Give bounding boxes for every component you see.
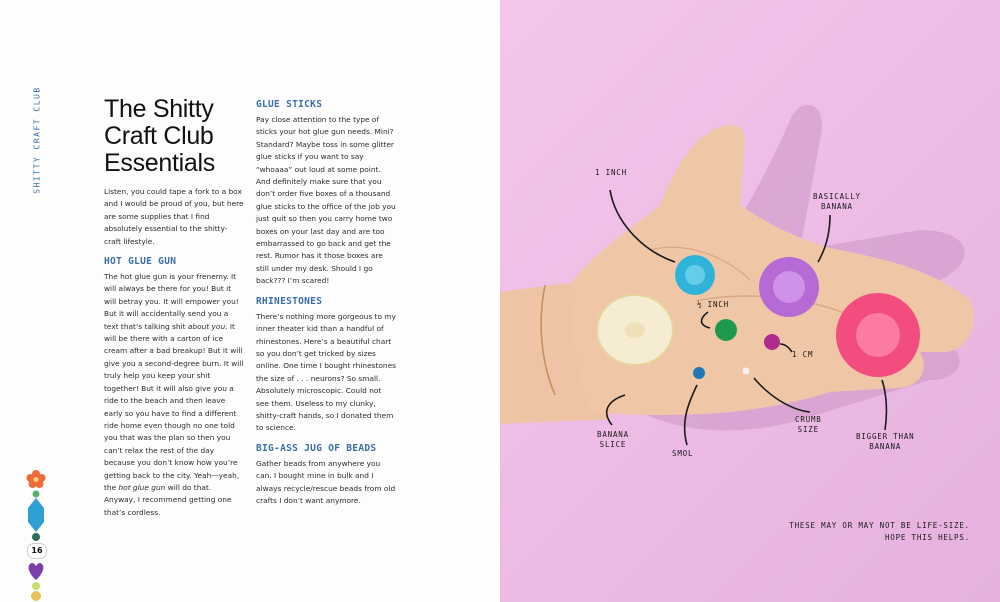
hand-photo-illustration <box>500 0 1000 602</box>
beads-body: Gather beads from anywhere you can. I bought mine in bulk and I always recycle/rescue beads from old crafts I don’t want anymore. <box>256 458 396 505</box>
column-right <box>256 99 396 515</box>
intro-paragraph: Listen, you could tape a fork to a box and I would be proud of you, but here are some supplies that I find absolutely essential to the shitty-craft lifestyle. <box>104 187 244 246</box>
magenta-gem-1-cm <box>764 334 780 350</box>
heading-hot-glue-gun: HOT GLUE GUN <box>104 256 177 268</box>
orange-flower-bead <box>27 470 46 488</box>
blue-hexagon-bead <box>28 498 44 532</box>
dark-green-bead <box>32 533 40 541</box>
blue-gem-facet <box>685 265 705 285</box>
column-left <box>104 186 244 527</box>
label-banana-slice: BANANA SLICE <box>597 430 629 449</box>
yellow-bead <box>31 591 41 601</box>
small-green-bead <box>33 491 40 498</box>
banana-slice-center <box>625 322 645 338</box>
photo-note: THESE MAY OR MAY NOT BE LIFE-SIZE. HOPE THIS HELPS. <box>789 521 970 542</box>
heading-rhinestones: RHINESTONES <box>256 295 323 307</box>
heading-beads: BIG-ASS JUG OF BEADS <box>256 442 377 454</box>
label-smol: SMOL <box>672 449 694 458</box>
label-bigger-than-banana: BIGGER THAN BANANA <box>856 432 915 451</box>
label-1-cm: 1 CM <box>792 350 814 359</box>
lime-bead <box>32 582 40 590</box>
glue-sticks-body: Pay close attention to the type of sticks your hot glue gun needs. Mini? Standard? Maybe toss in some glitter glue sticks if you want to say “whoaaa” out loud at some point. And definitely make sure that you don’t order five boxes of a thousand glue sticks to the office of the job you just quit so then you carry home two boxes on your last day and are too embarrassed to go back and get the rest. Rumor has it those boxes are still under my desk. Should I go back??? I’m scared! <box>256 115 396 286</box>
label-half-inch: ½ INCH <box>697 300 729 309</box>
label-basically-banana: BASICALLY BANANA <box>813 192 861 211</box>
label-1-inch: 1 INCH <box>595 168 627 177</box>
running-head: SHITTY CRAFT CLUB <box>32 86 42 194</box>
rhinestones-body: There’s nothing more gorgeous to my inner theater kid than a handful of rhinestones. Here’s a beautiful chart so you don’t get tricked by sizes online. One time I bought rhinestones the size of . . . neurons? So small. Absolutely microscopic. Could not see them. Useless to my clunky, shitty-craft hands, so I donated them to science. <box>256 311 396 433</box>
pink-gem-facet <box>856 313 900 357</box>
page-number: 16 <box>27 543 47 559</box>
hot-glue-gun-body: The hot glue gun is your frenemy. It will always be there for you! But it will betray you. It will empower you! But it will accidentally send you a text that’s talking shit about you. It will be there with a carton of ice cream after a bad breakup! But it will give you a second-degree burn. It will truly help you keep your shit together! But it will also give you a ride to the beach and then leave early so you have to find a different ride home even though no one told you that was the plan so then you can’t relax the rest of the day because you don’t know how you’re getting back to the city. Yeah—yeah, the hot glue gun will do that. Anyway, I recommend getting one that’s cordless. <box>104 272 244 517</box>
bead-string-decoration <box>23 468 49 602</box>
heading-glue-sticks: GLUE STICKS <box>256 99 323 110</box>
label-crumb-size: CRUMB SIZE <box>795 415 822 434</box>
right-page-photo <box>500 0 1000 602</box>
crumb-gem <box>743 368 750 375</box>
purple-heart-bead <box>29 563 44 580</box>
purple-gem-facet <box>773 271 805 303</box>
page-title: The Shitty Craft Club Essentials <box>104 95 215 177</box>
blue-gem-smol <box>693 367 705 379</box>
green-gem-half-inch <box>715 319 737 341</box>
